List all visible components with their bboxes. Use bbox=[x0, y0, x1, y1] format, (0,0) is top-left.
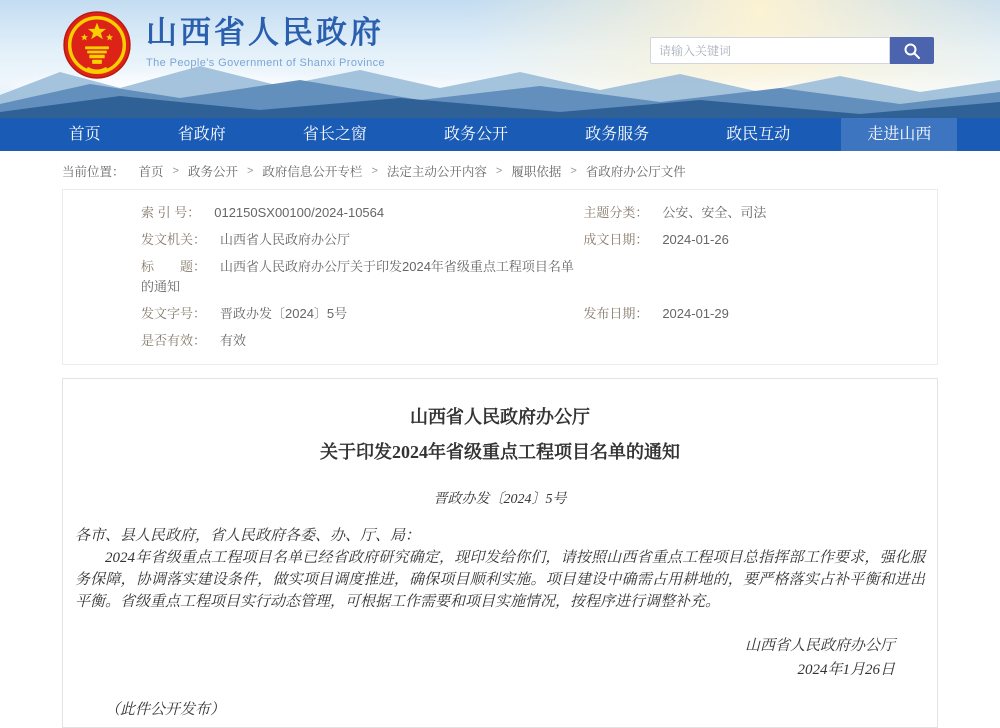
signature-organization: 山西省人民政府办公厅 bbox=[744, 638, 895, 655]
search-input[interactable] bbox=[650, 37, 890, 64]
nav-item-home[interactable]: 首页 bbox=[68, 126, 101, 143]
site-search bbox=[650, 37, 934, 64]
meta-value-issuer: 山西省人民政府办公厅 bbox=[220, 232, 351, 247]
meta-label-issuer: 发文机关： bbox=[141, 232, 207, 247]
meta-row-written-date bbox=[583, 230, 917, 250]
meta-row-issuer bbox=[141, 230, 583, 250]
breadcrumb bbox=[62, 162, 938, 180]
document-content bbox=[62, 378, 938, 728]
breadcrumb-separator: > bbox=[371, 165, 378, 177]
meta-value-index: 012150SX00100/2024-10564 bbox=[214, 205, 385, 220]
nav-item-government-affairs[interactable]: 政务公开 bbox=[443, 126, 508, 143]
meta-value-publish-date: 2024-01-29 bbox=[662, 306, 729, 321]
breadcrumb-item-duty-basis[interactable]: 履职依据 bbox=[511, 165, 562, 179]
document-meta-panel bbox=[62, 189, 938, 365]
breadcrumb-separator: > bbox=[246, 165, 254, 177]
meta-row-title bbox=[141, 257, 583, 297]
site-logo[interactable] bbox=[62, 10, 385, 80]
search-icon bbox=[902, 41, 922, 61]
meta-row-docnum bbox=[141, 304, 583, 324]
breadcrumb-prefix: 当前位置： bbox=[62, 165, 125, 179]
site-title: 山西省人民政府 bbox=[146, 15, 384, 50]
site-subtitle: The People's Government of Shanxi Province bbox=[146, 57, 386, 70]
meta-label-title: 标 题： bbox=[141, 259, 207, 274]
meta-label-written-date: 成文日期： bbox=[583, 232, 649, 247]
breadcrumb-item-info-disclosure[interactable]: 政府信息公开专栏 bbox=[262, 165, 363, 179]
document-salutation: 各市、县人民政府，省人民政府各委、办、厅、局： bbox=[75, 528, 421, 545]
document-title-line2: 关于印发2024年省级重点工程项目名单的通知 bbox=[320, 441, 680, 462]
breadcrumb-separator: > bbox=[570, 165, 577, 177]
main-nav bbox=[0, 118, 1000, 151]
signature-date: 2024年1月26日 bbox=[797, 661, 895, 678]
document-paragraph: 2024年省级重点工程项目名单已经省政府研究确定，现印发给你们，请按照山西省重点工程项目总指挥部工作要求，强化服务保障，协调落实建设条件，做实项目调度推进，确保项目顺利实施。项目建设中确需占用耕地的，要严格落实占补平衡和进出平衡。省级重点工程项目实行动态管理，可根据工作需要和项目实施情况，按程序进行调整补充。 bbox=[75, 550, 925, 610]
meta-label-publish-date: 发布日期： bbox=[583, 306, 649, 321]
nav-item-provincial-government[interactable]: 省政府 bbox=[177, 126, 226, 143]
meta-value-docnum: 晋政办发〔2024〕5号 bbox=[220, 306, 348, 321]
meta-value-validity: 有效 bbox=[220, 333, 247, 348]
breadcrumb-item-statutory-content[interactable]: 法定主动公开内容 bbox=[386, 165, 487, 179]
meta-row-publish-date bbox=[583, 304, 917, 324]
meta-label-topic: 主题分类： bbox=[583, 205, 649, 220]
meta-value-topic: 公安、安全、司法 bbox=[662, 205, 767, 220]
meta-label-index: 索 引 号： bbox=[141, 205, 201, 220]
public-release-note: （此件公开发布） bbox=[105, 701, 226, 718]
national-emblem-icon bbox=[62, 10, 132, 80]
document-number: 晋政办发〔2024〕5号 bbox=[433, 492, 567, 508]
nav-item-governor-window[interactable]: 省长之窗 bbox=[302, 126, 367, 143]
site-banner bbox=[0, 0, 1000, 118]
meta-label-docnum: 发文字号： bbox=[141, 306, 207, 321]
search-button[interactable] bbox=[890, 37, 934, 64]
meta-value-written-date: 2024-01-26 bbox=[662, 232, 729, 247]
breadcrumb-separator: > bbox=[495, 165, 503, 177]
breadcrumb-item-office-documents[interactable]: 省政府办公厅文件 bbox=[585, 165, 686, 179]
meta-row-empty bbox=[583, 257, 917, 297]
nav-item-public-interaction[interactable]: 政民互动 bbox=[726, 126, 791, 143]
meta-value-title: 山西省人民政府办公厅关于印发2024年省级重点工程项目名单的通知 bbox=[141, 259, 574, 294]
document-signature bbox=[75, 635, 925, 682]
meta-row-topic bbox=[583, 203, 917, 223]
breadcrumb-item-home[interactable]: 首页 bbox=[138, 165, 164, 179]
meta-row-validity bbox=[141, 331, 583, 351]
nav-item-government-services[interactable]: 政务服务 bbox=[585, 126, 650, 143]
breadcrumb-separator: > bbox=[172, 165, 179, 177]
nav-item-discover-shanxi[interactable]: 走进山西 bbox=[841, 118, 957, 151]
breadcrumb-item-gov-affairs[interactable]: 政务公开 bbox=[187, 165, 238, 179]
document-title-line1: 山西省人民政府办公厅 bbox=[410, 407, 590, 427]
meta-row-index bbox=[141, 203, 583, 223]
meta-label-validity: 是否有效： bbox=[141, 333, 207, 348]
